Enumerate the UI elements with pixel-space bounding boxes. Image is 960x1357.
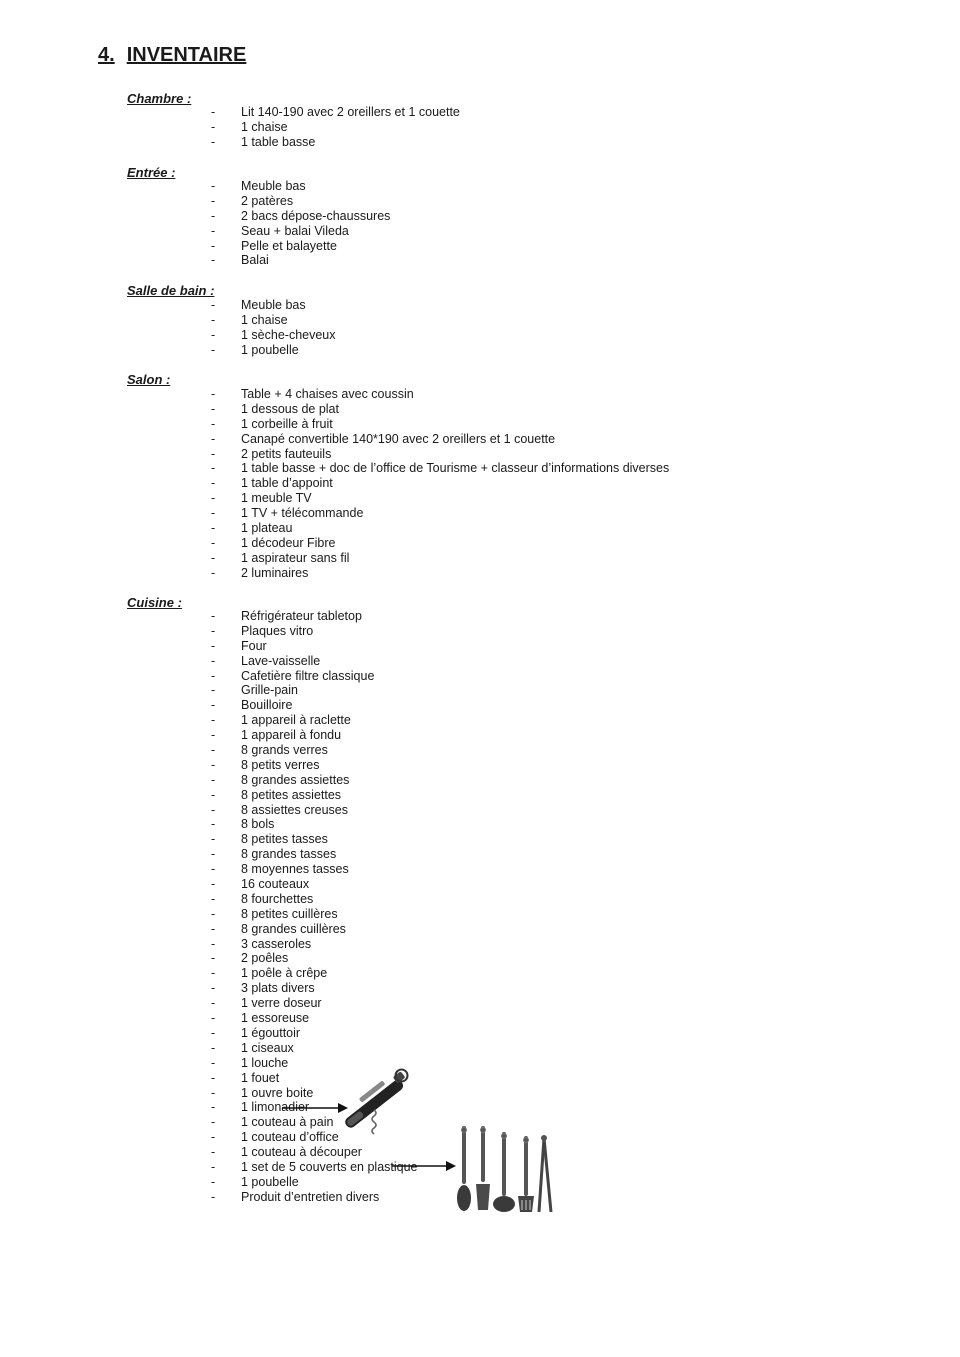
item-label: 8 grands verres: [241, 743, 328, 758]
item-label: Table + 4 chaises avec coussin: [241, 387, 414, 401]
item-label: 1 louche: [241, 1055, 289, 1070]
item-label: Canapé convertible 140*190 avec 2 oreillers et 1 couette: [241, 431, 556, 446]
bullet-dash: -: [211, 653, 216, 668]
item-label: 1 poubelle: [241, 1174, 299, 1189]
bullet-dash: -: [211, 728, 216, 743]
item-label: 1 dessous de plat: [241, 401, 339, 416]
bullet-dash: -: [211, 698, 216, 713]
bullet-dash: -: [211, 802, 216, 817]
item-label: Lave-vaisselle: [241, 653, 321, 668]
item-label: Cafetière filtre classique: [241, 668, 375, 683]
item-label: 1 ouvre boite: [241, 1085, 314, 1100]
item-label: 2 patères: [241, 193, 294, 208]
bullet-dash: -: [211, 105, 216, 119]
item-label: 8 grandes tasses: [241, 847, 337, 862]
bullet-dash: -: [211, 179, 216, 193]
bullet-dash: -: [211, 1025, 216, 1040]
bullet-dash: -: [211, 446, 216, 461]
bullet-dash: -: [211, 550, 216, 565]
item-label: Lit 140-190 avec 2 oreillers et 1 couette: [241, 105, 460, 119]
bullet-dash: -: [211, 713, 216, 728]
bullet-dash: -: [211, 1055, 216, 1070]
item-label: 8 petites tasses: [241, 832, 328, 847]
section-title-entree: Entrée :: [127, 165, 176, 180]
item-label: 1 corbeille à fruit: [241, 416, 333, 431]
bullet-dash: -: [211, 416, 216, 431]
item-label: Grille-pain: [241, 683, 298, 698]
item-label: 1 limonadier: [241, 1100, 310, 1115]
heading-number: 4.: [98, 44, 115, 66]
item-label: 1 aspirateur sans fil: [241, 550, 350, 565]
item-label: 1 poêle à crêpe: [241, 966, 328, 981]
item-label: 2 bacs dépose-chaussures: [241, 208, 391, 223]
bullet-dash: -: [211, 401, 216, 416]
bullet-dash: -: [211, 223, 216, 238]
bullet-dash: -: [211, 312, 216, 327]
bullet-dash: -: [211, 1145, 216, 1160]
bullet-dash: -: [211, 936, 216, 951]
bullet-dash: -: [211, 193, 216, 208]
item-label: 2 poêles: [241, 951, 289, 966]
item-label: 1 table basse: [241, 134, 316, 149]
bullet-dash: -: [211, 1174, 216, 1189]
item-label: 8 petites cuillères: [241, 906, 338, 921]
bullet-dash: -: [211, 119, 216, 134]
item-label: 8 assiettes creuses: [241, 802, 348, 817]
item-label: 1 couteau d’office: [241, 1130, 339, 1145]
item-label: 8 moyennes tasses: [241, 862, 349, 877]
item-label: 1 poubelle: [241, 342, 299, 357]
bullet-dash: -: [211, 1159, 216, 1174]
bullet-dash: -: [211, 134, 216, 149]
kitchen-utensils-icon: [452, 1122, 556, 1216]
bullet-dash: -: [211, 461, 216, 476]
bullet-dash: -: [211, 772, 216, 787]
bullet-dash: -: [211, 743, 216, 758]
item-label: Pelle et balayette: [241, 238, 337, 253]
bullet-dash: -: [211, 506, 216, 521]
bullet-dash: -: [211, 966, 216, 981]
item-label: 8 bols: [241, 817, 275, 832]
item-label: 2 petits fauteuils: [241, 446, 332, 461]
item-label: 1 appareil à raclette: [241, 713, 351, 728]
item-label: Plaques vitro: [241, 623, 314, 638]
item-label: Réfrigérateur tabletop: [241, 609, 362, 623]
item-label: Seau + balai Vileda: [241, 223, 349, 238]
bullet-dash: -: [211, 1040, 216, 1055]
item-label: Bouilloire: [241, 698, 293, 713]
bullet-dash: -: [211, 238, 216, 253]
bullet-dash: -: [211, 1189, 216, 1204]
bullet-dash: -: [211, 327, 216, 342]
item-label: 1 chaise: [241, 312, 288, 327]
bullet-dash: -: [211, 787, 216, 802]
item-label: 1 sèche-cheveux: [241, 327, 336, 342]
bullet-dash: -: [211, 683, 216, 698]
heading-title: INVENTAIRE: [126, 44, 247, 66]
bullet-dash: -: [211, 668, 216, 683]
bullet-dash: -: [211, 817, 216, 832]
bullet-dash: -: [211, 387, 216, 401]
corkscrew-icon: [334, 1066, 420, 1136]
item-label: 3 casseroles: [241, 936, 312, 951]
item-label: 1 fouet: [241, 1070, 280, 1085]
section-title-salle-de-bain: Salle de bain :: [127, 283, 215, 298]
item-label: Meuble bas: [241, 179, 306, 193]
item-label: 8 fourchettes: [241, 891, 314, 906]
item-label: 1 meuble TV: [241, 491, 312, 506]
bullet-dash: -: [211, 431, 216, 446]
bullet-dash: -: [211, 891, 216, 906]
bullet-dash: -: [211, 832, 216, 847]
bullet-dash: -: [211, 535, 216, 550]
bullet-dash: -: [211, 638, 216, 653]
bullet-dash: -: [211, 981, 216, 996]
item-label: 1 set de 5 couverts en plastique: [241, 1159, 418, 1174]
bullet-dash: -: [211, 521, 216, 536]
item-label: 1 ciseaux: [241, 1040, 294, 1055]
bullet-dash: -: [211, 565, 216, 580]
bullet-dash: -: [211, 951, 216, 966]
bullet-dash: -: [211, 623, 216, 638]
bullet-dash: -: [211, 1100, 216, 1115]
item-label: 1 essoreuse: [241, 1011, 310, 1026]
bullet-dash: -: [211, 1115, 216, 1130]
item-label: 1 chaise: [241, 119, 288, 134]
bullet-dash: -: [211, 996, 216, 1011]
item-label: 1 verre doseur: [241, 996, 322, 1011]
bullet-dash: -: [211, 476, 216, 491]
item-label: 1 table basse + doc de l’office de Tourisme + classeur d’informations diverses: [241, 461, 670, 476]
bullet-dash: -: [211, 1130, 216, 1145]
item-label: 8 grandes assiettes: [241, 772, 350, 787]
bullet-dash: -: [211, 877, 216, 892]
arrow-to-utensils: [390, 1159, 460, 1173]
item-label: Produit d’entretien divers: [241, 1189, 380, 1204]
item-label: 8 grandes cuillères: [241, 921, 346, 936]
item-label: 1 TV + télécommande: [241, 506, 364, 521]
section-title-salon: Salon :: [127, 372, 171, 387]
item-label: 1 plateau: [241, 521, 293, 536]
section-title-cuisine: Cuisine :: [127, 595, 182, 610]
bullet-dash: -: [211, 491, 216, 506]
bullet-dash: -: [211, 906, 216, 921]
bullet-dash: -: [211, 342, 216, 357]
item-label: 3 plats divers: [241, 981, 315, 996]
item-label: 8 petits verres: [241, 757, 320, 772]
bullet-dash: -: [211, 862, 216, 877]
item-label: 1 décodeur Fibre: [241, 535, 336, 550]
item-label: 1 égouttoir: [241, 1025, 301, 1040]
bullet-dash: -: [211, 298, 216, 312]
item-label: 1 couteau à pain: [241, 1115, 334, 1130]
bullet-dash: -: [211, 208, 216, 223]
page-heading: [98, 44, 246, 67]
bullet-dash: -: [211, 757, 216, 772]
item-label: Four: [241, 638, 267, 653]
item-label: 8 petites assiettes: [241, 787, 342, 802]
bullet-dash: -: [211, 609, 216, 623]
bullet-dash: -: [211, 847, 216, 862]
item-label: Balai: [241, 253, 269, 268]
bullet-dash: -: [211, 253, 216, 268]
bullet-dash: -: [211, 1070, 216, 1085]
item-label: 2 luminaires: [241, 565, 309, 580]
bullet-dash: -: [211, 921, 216, 936]
section-title-chambre: Chambre :: [127, 91, 192, 106]
item-label: 1 table d’appoint: [241, 476, 333, 491]
item-label: 1 couteau à découper: [241, 1145, 362, 1160]
item-label: 1 appareil à fondu: [241, 728, 342, 743]
item-label: Meuble bas: [241, 298, 306, 312]
bullet-dash: -: [211, 1011, 216, 1026]
item-label: 16 couteaux: [241, 877, 310, 892]
bullet-dash: -: [211, 1085, 216, 1100]
